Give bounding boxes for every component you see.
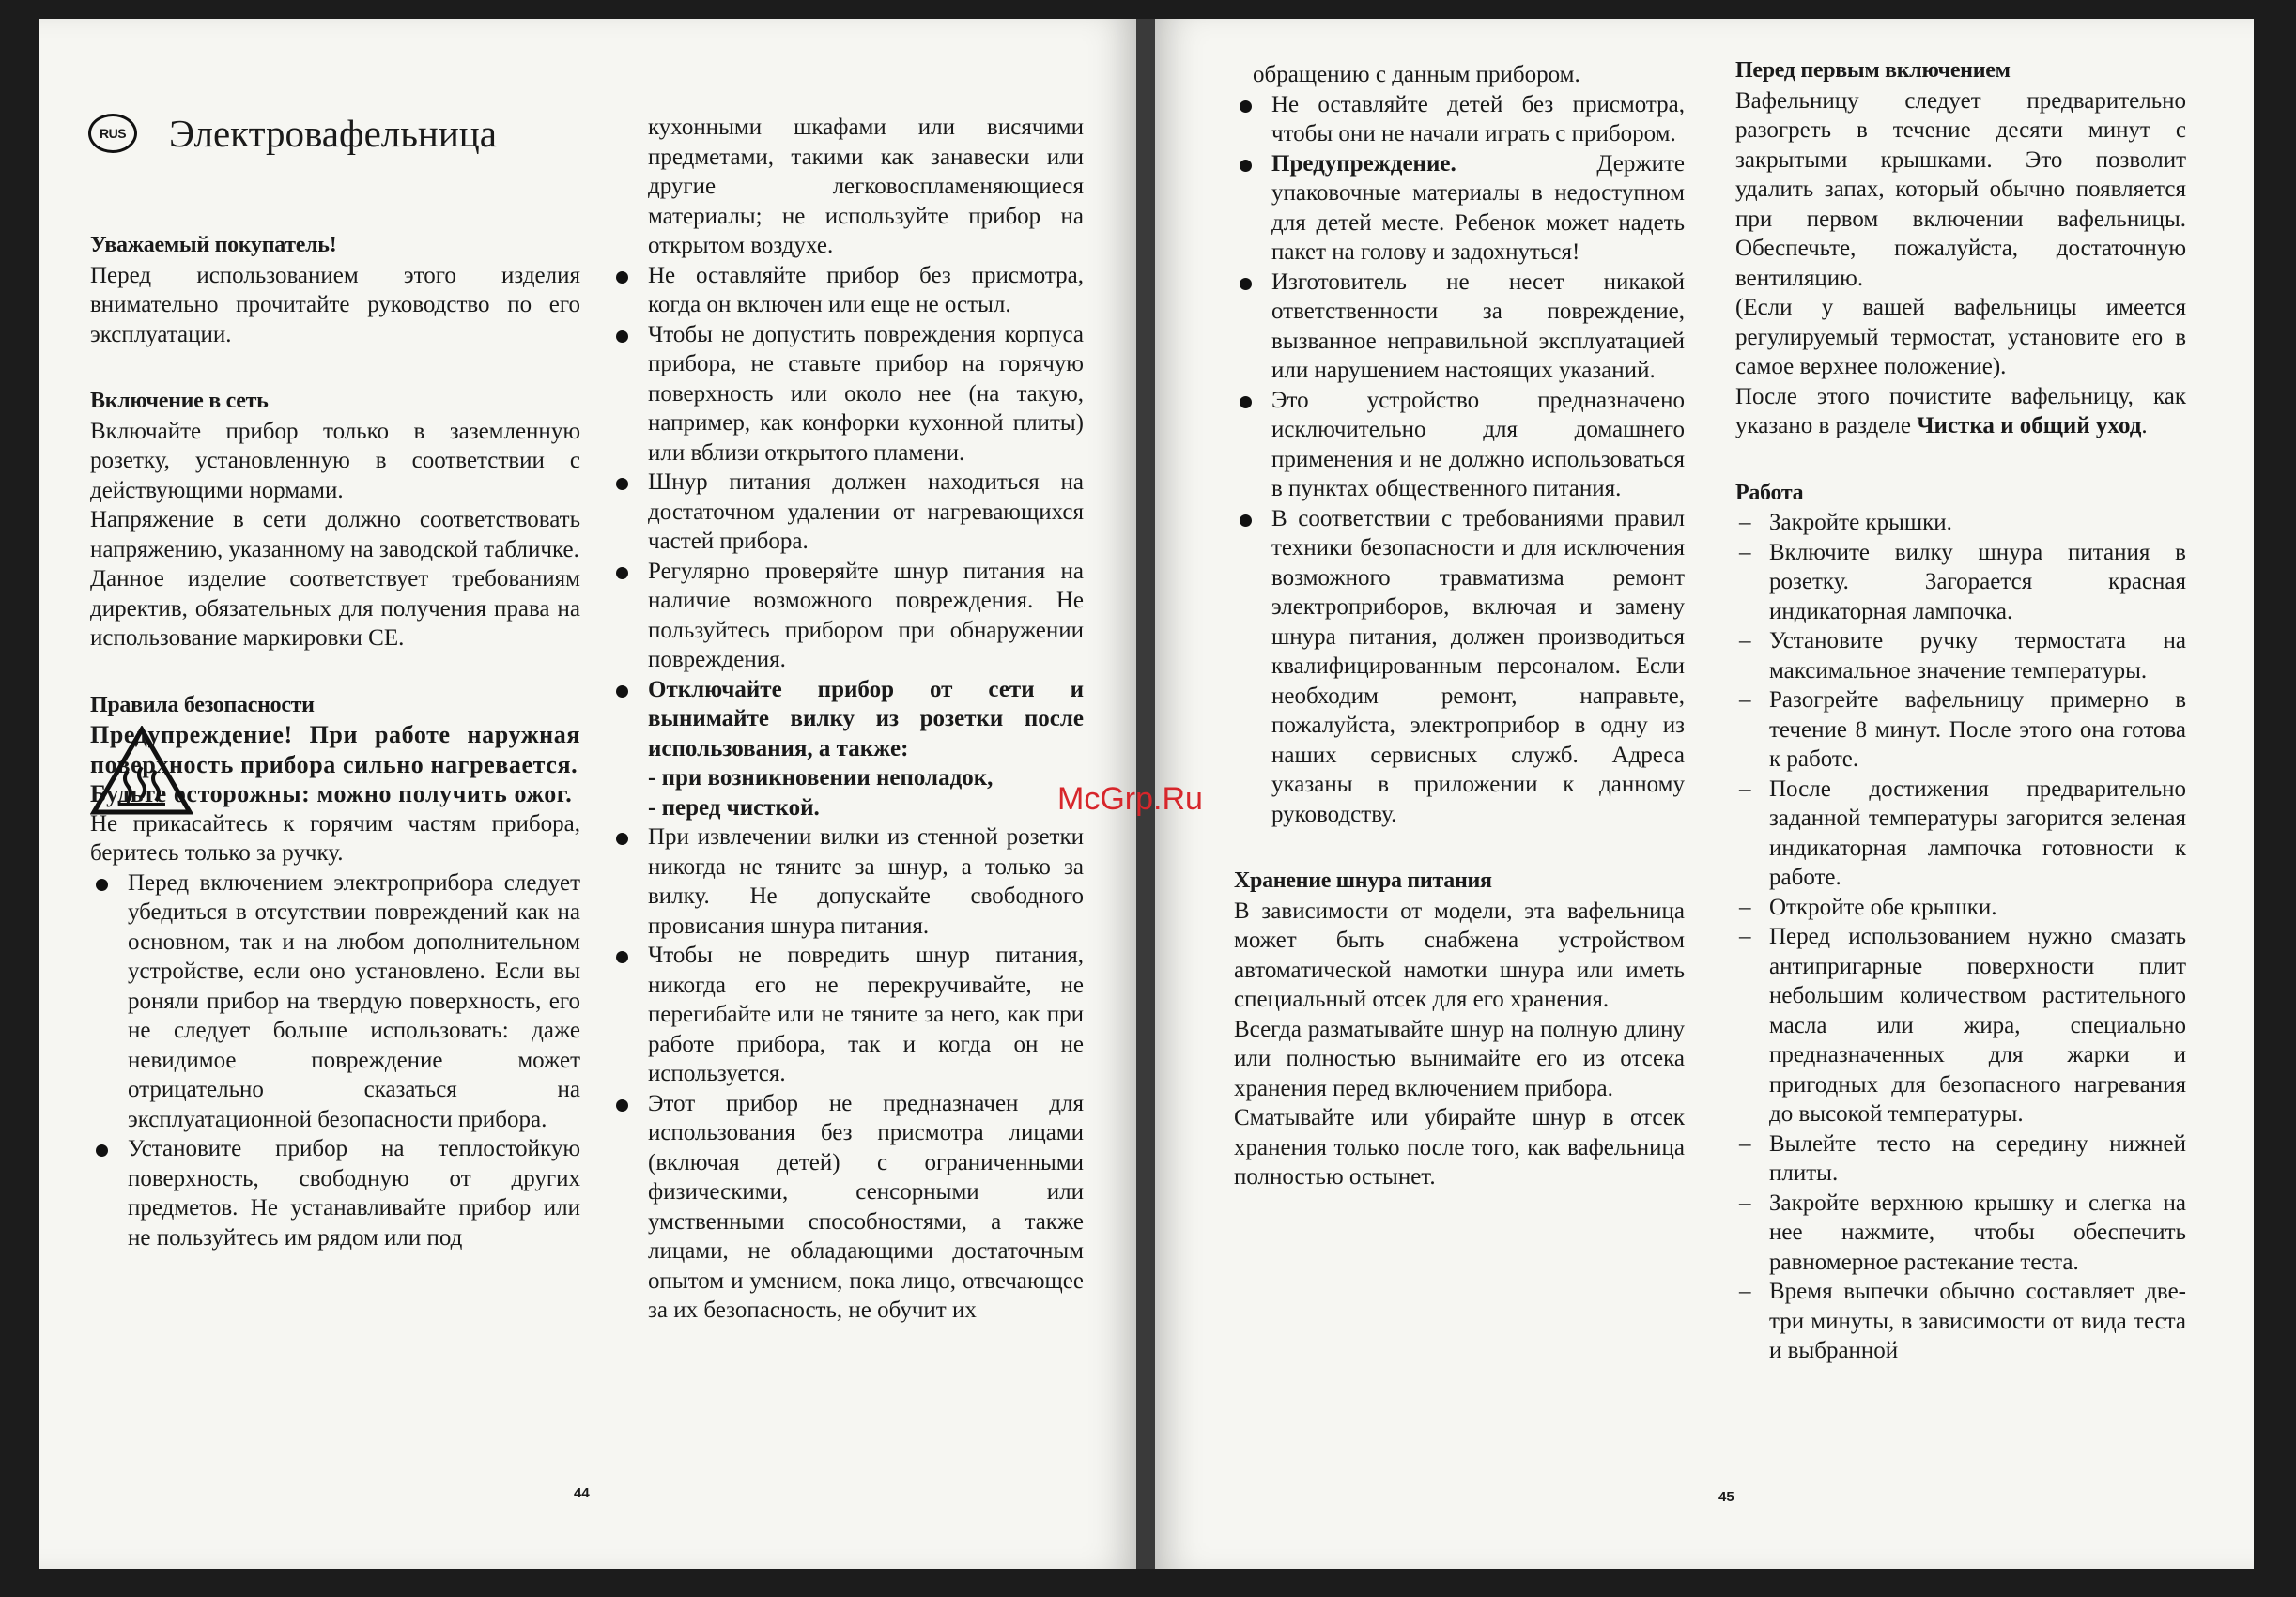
list-item: – Откройте обе крышки. [1735,893,2186,923]
warning-bold-text: Предупреждение! При работе наружная поверхность прибора сильно нагревается. [90,721,580,778]
list-item: Этот прибор не предназначен для использования без присмотра лицами (включая детей) с ограниченными физическими, сенсорными или умственными способностями, а также лицами, не обладающими достаточным опытом и умением, пока лицо, отвечающее за их безопасность, не обучит их [610,1089,1084,1326]
continued-text: кухонными шкафами или висячими предметами, такими как занавески или другие легковоспламеняющиеся материалы; не используйте прибор на открытом воздухе. [648,115,1084,258]
packaging-warning-label: Предупреждение. [1271,150,1456,177]
page-number-left: 44 [574,1485,590,1501]
safety-bullets-2 [610,261,1084,1326]
list-item: Не оставляйте детей без присмотра, чтобы они не начали играть с прибором. [1234,90,1685,149]
list-item: – Включите вилку шнура питания в розетку. Загорается красная индикаторная лампочка. [1735,538,2186,627]
cleaning-section-ref: Чистка и общий уход [1917,413,2142,438]
intro-heading: Уважаемый покупатель! [90,233,337,257]
list-item: В соответствии с требованиями правил техники безопасности и для исключения возможного травматизма ремонт электроприборов, включая и замену шнура питания, должен производиться квалифицированным персоналом. Если необходим ремонт, направьте, пожалуйста, электроприбор в одну из наших сервисных служб. Адреса указаны в приложении к данному руководству. [1234,504,1685,830]
packaging-warning-item [1234,149,1685,268]
list-item: Чтобы не допустить повреждения корпуса прибора, не ставьте прибор на горячую поверхность или около нее (на такую, например, как конфорки кухонной плиты) или вблизи открытого пламени. [610,320,1084,468]
right-page [1155,19,2254,1569]
safety-bullets [90,868,580,1253]
list-item: При извлечении вилки из стенной розетки никогда не тяните за шнур, а только за вилку. Не допускайте свободного провисания шнура питания. [610,822,1084,941]
first-use-paragraph-3: После этого почистите вафельницу, как указано в разделе Чистка и общий уход. [1735,383,2186,438]
safety-bullets-3 [1234,90,1685,830]
continued-text-right: обращению с данным прибором. [1253,62,1580,87]
first-use-paragraph-1: Вафельницу следует предварительно разогреть в течение десяти минут с закрытыми крышками. Это позволит удалить запах, который обычно появляется при первом включении вафельницы. Обеспечьте, пожалуйста, достаточную вентиляцию. [1735,87,2186,291]
list-item: – После достижения предварительно заданной температуры загорится зеленая индикаторная лампочка готовности к работе. [1735,775,2186,893]
hot-surface-warning [90,720,580,779]
right-column-2 [1735,56,2186,1366]
right-column-1 [1234,60,1685,1192]
warning-text: Не прикасайтесь к горячим частям прибора, беритесь только за ручку. [90,810,580,866]
list-item: Перед включением электроприбора следует убедиться в отсутствии повреждений как на основном, так и на любом дополнительном устройстве, если оно установлено. Если вы роняли прибор на твердую поверхность, его не следует больше использовать: даже невидимое повреждение может отрицательно сказаться на эксплуатационной безопасности прибора. [90,868,580,1135]
left-page [39,19,1136,1569]
cord-paragraph-1: В зависимости от модели, эта вафельница может быть снабжена устройством автоматической намотки шнура или иметь специальный отсек для его хранения. [1234,898,1685,1012]
unplug-bullet [610,675,1084,823]
list-item: – Закройте верхнюю крышку и слегка на нее нажмите, чтобы обеспечить равномерное растекание теста. [1735,1189,2186,1278]
list-item: – Установите ручку термостата на максимальное значение температуры. [1735,626,2186,685]
intro-text: Перед использованием этого изделия внимательно прочитайте руководство по его эксплуатации. [90,262,580,347]
list-item: Шнур питания должен находиться на достаточном удалении от нагревающихся частей прибора. [610,468,1084,557]
power-heading: Включение в сеть [90,389,269,413]
power-paragraph-3: Данное изделие соответствует требованиям директив, обязательных для получения права на использование маркировки CE. [90,566,580,651]
list-item: Это устройство предназначено исключительно для домашнего применения и не должно использоваться в пунктах общественного питания. [1234,386,1685,504]
language-badge: RUS [88,114,137,153]
safety-heading: Правила безопасности [90,692,315,717]
unplug-bullet-text: Отключайте прибор от сети и вынимайте вилку из розетки после использования, а также: [648,676,1084,761]
left-column-1 [90,231,580,1252]
unplug-sub-2: - перед чисткой. [648,794,820,821]
page-number-right: 45 [1718,1489,1734,1505]
operation-heading: Работа [1735,480,1804,505]
first-use-paragraph-3-text: После этого почистите вафельницу, как указано в разделе [1735,383,2186,438]
left-column-2 [610,113,1084,1326]
list-item: Изготовитель не несет никакой ответственности за повреждение, вызванное неправильной эксплуатацией или нарушением настоящих указаний. [1234,268,1685,386]
first-use-heading: Перед первым включением [1735,58,2011,83]
cord-paragraph-2: Всегда разматывайте шнур на полную длину или полностью вынимайте его из отсека хранения перед включением прибора. [1234,1016,1685,1101]
list-item: – Время выпечки обычно составляет две-три минуты, в зависимости от вида теста и выбранной [1735,1277,2186,1366]
power-paragraph-1: Включайте прибор только в заземленную розетку, установленную в соответствии с действующими нормами. [90,418,580,503]
first-use-paragraph-2: (Если у вашей вафельницы имеется регулируемый термостат, установите его в самое верхнее положение). [1735,295,2186,379]
list-item: – Вылейте тесто на середину нижней плиты. [1735,1129,2186,1189]
list-item: – Разогрейте вафельницу примерно в течение 8 минут. После этого она готова к работе. [1735,685,2186,775]
operation-steps [1735,508,2186,1366]
list-item: Чтобы не повредить шнур питания, никогда его не перекручивайте, не перегибайте или не тяните за него, как при работе прибора, так и когда он не используется. [610,941,1084,1089]
list-item: – Закройте крышки. [1735,508,2186,538]
unplug-sub-1: - при возникновении неполадок, [648,765,994,791]
list-item: Регулярно проверяйте шнур питания на наличие возможного повреждения. Не пользуйтесь прибором при обнаружении повреждения. [610,557,1084,675]
page-title: Электровафельница [169,112,497,155]
packaging-warning-text: Держите упаковочные материалы в недоступном для детей месте. Ребенок может надеть пакет на голову и задохнуться! [1271,150,1685,265]
warning-bold-text-2: Будьте осторожны: можно получить ожог. [90,780,573,807]
list-item: – Перед использованием нужно смазать антипригарные поверхности плит небольшим количеством растительного масла или жира, специально предназначенных для жарки и пригодных для безопасного нагревания до высокой температуры. [1735,922,2186,1129]
power-paragraph-2: Напряжение в сети должно соответствовать напряжению, указанному на заводской табличке. [90,507,580,562]
watermark: McGrp.Ru [1057,781,1203,817]
list-item: Установите прибор на теплостойкую поверхность, свободную от других предметов. Не устанавливайте прибор или не пользуйтесь им рядом или под [90,1134,580,1252]
hot-surface-warning-icon [90,726,193,816]
title-row [88,111,497,156]
cord-paragraph-3: Сматывайте или убирайте шнур в отсек хранения только после того, как вафельница полностью остынет. [1234,1105,1685,1190]
list-item: Не оставляйте прибор без присмотра, когда он включен или еще не остыл. [610,261,1084,320]
cord-storage-heading: Хранение шнура питания [1234,868,1492,893]
